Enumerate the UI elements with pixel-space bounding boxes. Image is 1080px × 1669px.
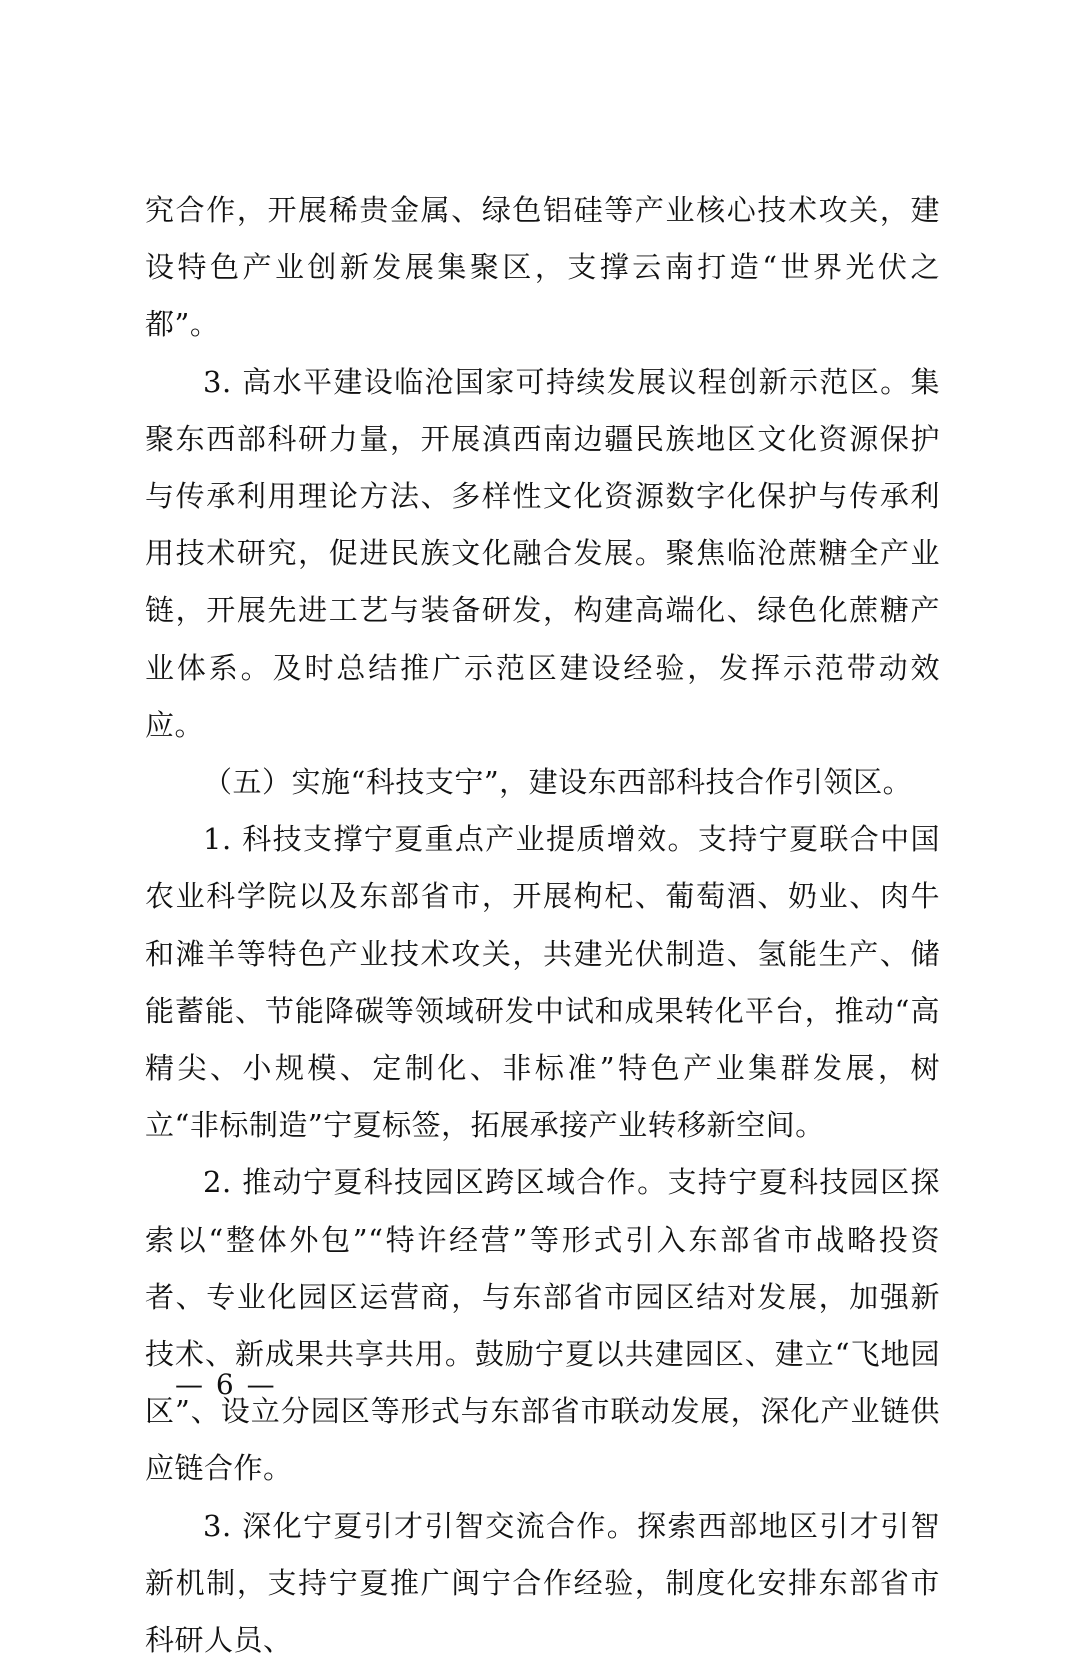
page-number: — 6 — — [175, 1368, 277, 1401]
section-heading-five: （五）实施“科技支宁”，建设东西部科技合作引领区。 — [203, 765, 913, 800]
body-text — [145, 182, 940, 1669]
paragraph-continuation: 究合作，开展稀贵金属、绿色铝硅等产业核心技术攻关，建设特色产业创新发展集聚区，支撑云南打造“世界光伏之都”。 — [145, 193, 940, 342]
paragraph-item-1-ningxia-industry: 1. 科技支撑宁夏重点产业提质增效。支持宁夏联合中国农业科学院以及东部省市，开展枸杞、葡萄酒、奶业、肉牛和滩羊等特色产业技术攻关，共建光伏制造、氢能生产、储能蓄能、节能降碳等领域研发中试和成果转化平台，推动“高精尖、小规模、定制化、非标准”特色产业集群发展，树立“非标制造”宁夏标签，拓展承接产业转移新空间。 — [145, 822, 940, 1143]
paragraph-item-3-lincang: 3. 高水平建设临沧国家可持续发展议程创新示范区。集聚东西部科研力量，开展滇西南边疆民族地区文化资源保护与传承利用理论方法、多样性文化资源数字化保护与传承利用技术研究，促进民族文化融合发展。聚焦临沧蔗糖全产业链，开展先进工艺与装备研发，构建高端化、绿色化蔗糖产业体系。及时总结推广示范区建设经验，发挥示范带动效应。 — [145, 364, 940, 742]
paragraph-item-3-ningxia-talent: 3. 深化宁夏引才引智交流合作。探索西部地区引才引智新机制，支持宁夏推广闽宁合作经验，制度化安排东部省市科研人员、 — [145, 1508, 940, 1658]
paragraph-item-2-ningxia-parks: 2. 推动宁夏科技园区跨区域合作。支持宁夏科技园区探索以“整体外包”“特许经营”等形式引入东部省市战略投资者、专业化园区运营商，与东部省市园区结对发展，加强新技术、新成果共享共用。鼓励宁夏以共建园区、建立“飞地园区”、设立分园区等形式与东部省市联动发展，深化产业链供应链合作。 — [145, 1165, 940, 1486]
